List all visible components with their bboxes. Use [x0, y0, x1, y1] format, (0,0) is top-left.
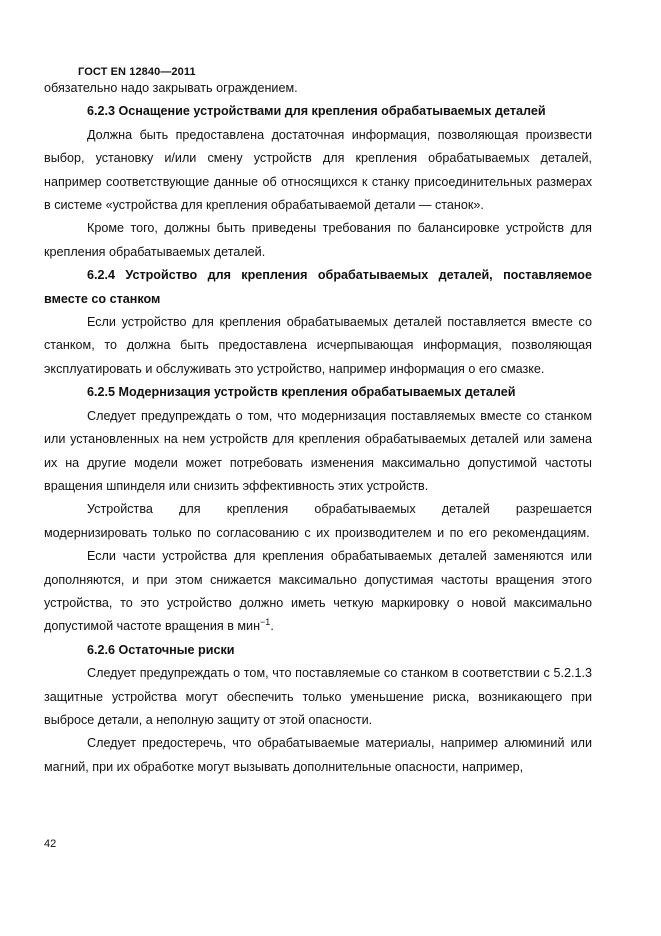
- section-6-2-5-title: 6.2.5 Модернизация устройств крепления обрабатываемых деталей: [87, 385, 516, 400]
- section-6-2-5-paragraph-3: [44, 545, 592, 639]
- unit-exponent: −1: [260, 617, 271, 628]
- section-6-2-3-paragraph-2: Кроме того, должны быть приведены требования по балансировке устройств для крепления обрабатываемых деталей.: [44, 221, 592, 259]
- section-6-2-4-paragraph-1: Если устройство для крепления обрабатываемых деталей поставляется вместе со станком, то должна быть предоставлена исчерпывающая информация, позволяющая эксплуатировать и обслуживать это устройство, например информация о его смазке.: [44, 315, 592, 376]
- section-6-2-6-title: 6.2.6 Остаточные риски: [87, 642, 235, 657]
- section-6-2-4-title: 6.2.4 Устройство для крепления обрабатываемых деталей, поставляемое вместе со станком: [44, 268, 592, 306]
- body-text: [44, 77, 592, 779]
- section-6-2-3-title: 6.2.3 Оснащение устройствами для крепления обрабатываемых деталей: [87, 104, 546, 119]
- section-6-2-3-paragraph-1: Должна быть предоставлена достаточная информация, позволяющая произвести выбор, установку и/или смену устройств для крепления обрабатываемых деталей, например соответствующие данные об относящихся к станку присоединительных размерах в системе «устройства для крепления обрабатываемой детали — станок».: [44, 127, 592, 213]
- section-6-2-5-paragraph-2: Устройства для крепления обрабатываемых деталей разрешается модернизировать только по согласованию с их производителем и по его рекомендациям.: [44, 502, 592, 540]
- paragraph-3-end: .: [270, 619, 274, 634]
- page-number: 42: [44, 838, 57, 850]
- section-6-2-5-paragraph-1: Следует предупреждать о том, что модернизация поставляемых вместе со станком или установленных на нем устройств для крепления обрабатываемых деталей или замена их на другие модели может потребовать изменения максимально допустимой частоты вращения шпинделя или снизить эффективность этих устройств.: [44, 408, 592, 493]
- paragraph-3-text: Если части устройства для крепления обрабатываемых деталей заменяются или дополняются, и при этом снижается максимально допустимая частоты вращения этого устройства, то это устройство должно иметь четкую маркировку о новой максимально допустимой частоте вращения в мин: [44, 549, 592, 634]
- section-6-2-6-paragraph-1: Следует предупреждать о том, что поставляемые со станком в соответствии с 5.2.1.3 защитные устройства могут обеспечить только уменьшение риска, возникающего при выбросе детали, а неполную защиту от этой опасности.: [44, 666, 592, 727]
- section-6-2-6-paragraph-2: Следует предостеречь, что обрабатываемые материалы, например алюминий или магний, при их обработке могут вызывать дополнительные опасности, например,: [44, 736, 592, 774]
- paragraph-continuation: обязательно надо закрывать ограждением.: [44, 81, 298, 95]
- page-header-doc-code: ГОСТ EN 12840—2011: [78, 66, 196, 78]
